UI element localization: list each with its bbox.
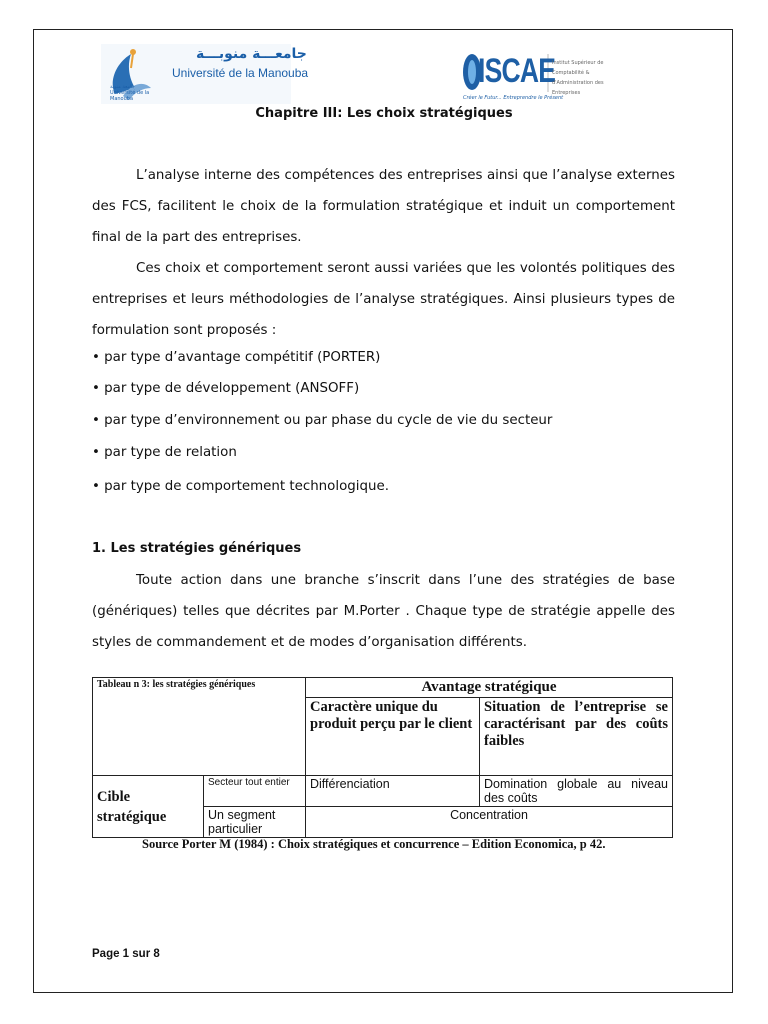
iscae-wordmark: ISCAE [478, 52, 556, 90]
bullet-item: • par type de comportement technologique. [92, 479, 389, 494]
iscae-tagline: Créer le Futur... Entreprendre le Présent [463, 95, 564, 101]
table-caption: Tableau n 3: les stratégies génériques [93, 678, 306, 776]
bullet-item: • par type de relation [92, 445, 237, 460]
table-header-col2: Situation de l’entreprise se caractérisant par des coûts faibles [480, 698, 673, 776]
bullet-item: • par type d’avantage compétitif (PORTER) [92, 350, 381, 365]
table-header-avantage: Avantage stratégique [306, 678, 673, 698]
table-cell: Concentration [306, 807, 673, 838]
section-heading: 1. Les stratégies génériques [92, 541, 302, 556]
university-small-text: جامعة منوبة Université de la Manouba [110, 84, 150, 102]
intro-paragraph-2: Ces choix et comportement seront aussi variées que les volontés politiques des entreprises et leurs méthodologies de l’analyse stratégiques. Ainsi plusieurs types de formulation sont proposés : [92, 261, 675, 338]
strategies-table [92, 677, 673, 838]
iscae-institute-name: Institut Supérieur de Comptabilité & d'Administration des Entreprises [552, 60, 604, 96]
section-paragraph: Toute action dans une branche s’inscrit dans l’une des stratégies de base (génériques) telles que décrites par M.Porter . Chaque type de stratégie appelle des styles de commandement et de modes d’organisation différents. [92, 573, 675, 650]
chapter-title: Chapitre III: Les choix stratégiques [255, 106, 513, 121]
page-number: Page 1 sur 8 [92, 948, 160, 960]
table-cell: Domination globale au niveau des coûts [480, 776, 673, 807]
table-cell: Différenciation [306, 776, 480, 807]
table-header-col1: Caractère unique du produit perçu par le client [306, 698, 480, 776]
table-row-label: Secteur tout entier [204, 776, 306, 807]
table-row-label: Un segment particulier [204, 807, 306, 838]
intro-paragraph-1: L’analyse interne des compétences des entreprises ainsi que l’analyse externes des FCS, facilitent le choix de la formulation stratégique et induit un comportement final de la part des entreprises. [92, 168, 675, 245]
table-source: Source Porter M (1984) : Choix stratégiques et concurrence – Edition Economica, p 42. [142, 837, 606, 851]
bullet-item: • par type d’environnement ou par phase du cycle de vie du secteur [92, 413, 553, 428]
university-name: Université de la Manouba [172, 66, 309, 80]
university-arabic-name: جامعـــة منوبـــة [196, 46, 307, 62]
table-row-header-cible: Cible stratégique [93, 776, 204, 838]
bullet-item: • par type de développement (ANSOFF) [92, 381, 360, 396]
